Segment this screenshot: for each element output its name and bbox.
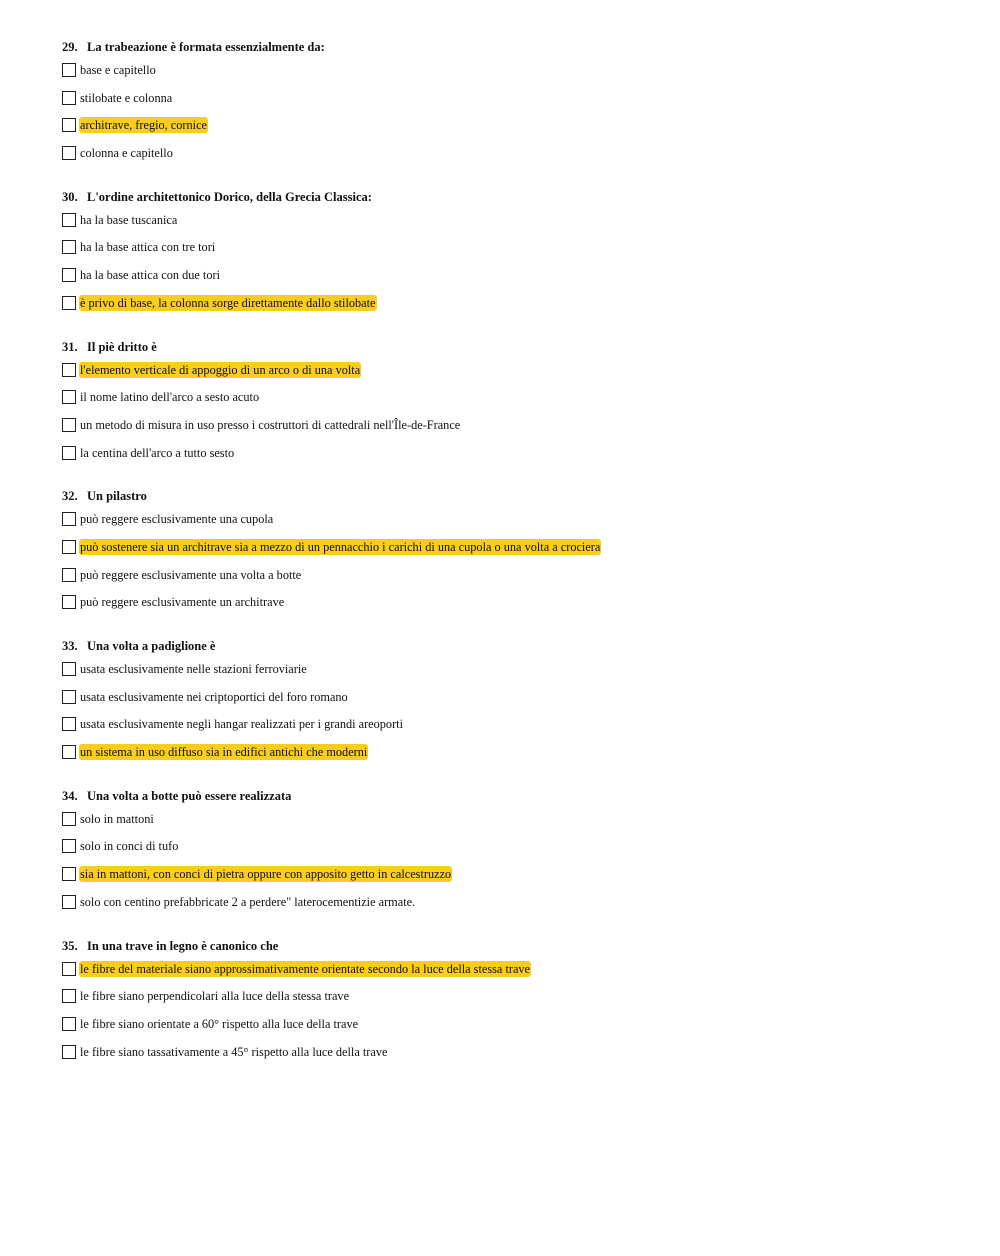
question-text: Un pilastro — [87, 489, 147, 504]
answer-option[interactable] — [62, 240, 962, 268]
answer-text: usata esclusivamente nei criptoportici del foro romano — [80, 689, 348, 704]
answer-text: usata esclusivamente negli hangar realizzati per i grandi areoporti — [80, 717, 403, 732]
highlighted-answer-text: sia in mattoni, con conci di pietra oppure con apposito getto in calcestruzzo — [80, 867, 452, 882]
checkbox-icon[interactable] — [62, 296, 76, 310]
answer-text: solo in conci di tufo — [80, 839, 179, 854]
checkbox-icon[interactable] — [62, 839, 76, 853]
checkbox-icon[interactable] — [62, 540, 76, 554]
answer-option[interactable] — [62, 895, 962, 923]
checkbox-icon[interactable] — [62, 1017, 76, 1031]
checkbox-icon[interactable] — [62, 1045, 76, 1059]
answer-text: ha la base attica con tre tori — [80, 240, 216, 255]
checkbox-icon[interactable] — [62, 745, 76, 759]
quiz-page — [62, 38, 962, 1086]
answer-option[interactable] — [62, 91, 962, 119]
answer-text: ha la base attica con due tori — [80, 268, 220, 283]
question-number: 35. — [62, 938, 78, 953]
highlighted-answer-text: può sostenere sia un architrave sia a mezzo di un pennacchio i carichi di una cupola o una volta a crociera — [80, 539, 601, 554]
answer-option[interactable] — [62, 867, 962, 895]
highlighted-answer-text: è privo di base, la colonna sorge direttamente dallo stilobate — [80, 295, 376, 310]
answer-option[interactable] — [62, 690, 962, 718]
answer-option[interactable] — [62, 662, 962, 690]
question-number: 34. — [62, 788, 78, 803]
question-title — [62, 787, 962, 806]
answer-text: solo con centino prefabbricate 2 a perdere" laterocementizie armate. — [80, 894, 416, 909]
question-number: 29. — [62, 40, 78, 54]
question-text: Il piè dritto è — [87, 339, 157, 354]
answer-option[interactable] — [62, 1045, 962, 1073]
question-title — [62, 338, 962, 357]
answer-option[interactable] — [62, 418, 962, 446]
answer-text: le fibre siano perpendicolari alla luce della stessa trave — [80, 989, 350, 1004]
answer-text: ha la base tuscanica — [80, 212, 178, 227]
answer-option[interactable] — [62, 540, 962, 568]
answer-text: un metodo di misura in uso presso i costruttori di cattedrali nell'Île-de-France — [80, 417, 461, 432]
checkbox-icon[interactable] — [62, 717, 76, 731]
answer-option[interactable] — [62, 512, 962, 540]
question-text: La trabeazione è formata essenzialmente da: — [87, 40, 325, 54]
checkbox-icon[interactable] — [62, 63, 76, 77]
question-title — [62, 38, 962, 57]
answer-option[interactable] — [62, 213, 962, 241]
checkbox-icon[interactable] — [62, 118, 76, 132]
answer-option[interactable] — [62, 989, 962, 1017]
answer-option[interactable] — [62, 839, 962, 867]
checkbox-icon[interactable] — [62, 390, 76, 404]
checkbox-icon[interactable] — [62, 363, 76, 377]
question-title — [62, 487, 962, 506]
answer-text: può reggere esclusivamente una volta a botte — [80, 567, 302, 582]
question-block — [62, 787, 962, 923]
checkbox-icon[interactable] — [62, 240, 76, 254]
answer-option[interactable] — [62, 118, 962, 146]
answer-text: le fibre siano tassativamente a 45° rispetto alla luce della trave — [80, 1044, 388, 1059]
checkbox-icon[interactable] — [62, 446, 76, 460]
answer-option[interactable] — [62, 63, 962, 91]
question-number: 30. — [62, 189, 78, 204]
highlighted-answer-text: le fibre del materiale siano approssimativamente orientate secondo la luce della stessa trave — [80, 961, 531, 976]
checkbox-icon[interactable] — [62, 895, 76, 909]
checkbox-icon[interactable] — [62, 146, 76, 160]
answer-option[interactable] — [62, 962, 962, 990]
answer-text: il nome latino dell'arco a sesto acuto — [80, 390, 260, 405]
question-block — [62, 188, 962, 324]
question-block — [62, 338, 962, 474]
checkbox-icon[interactable] — [62, 595, 76, 609]
question-block — [62, 38, 962, 174]
answer-text: usata esclusivamente nelle stazioni ferroviarie — [80, 662, 307, 676]
question-number: 32. — [62, 489, 78, 504]
checkbox-icon[interactable] — [62, 268, 76, 282]
answer-text: stilobate e colonna — [80, 90, 173, 105]
answer-option[interactable] — [62, 390, 962, 418]
answer-text: le fibre siano orientate a 60° rispetto alla luce della trave — [80, 1016, 359, 1031]
checkbox-icon[interactable] — [62, 213, 76, 227]
checkbox-icon[interactable] — [62, 418, 76, 432]
checkbox-icon[interactable] — [62, 91, 76, 105]
question-text: In una trave in legno è canonico che — [87, 938, 279, 953]
answer-option[interactable] — [62, 268, 962, 296]
checkbox-icon[interactable] — [62, 690, 76, 704]
question-block — [62, 487, 962, 623]
answer-text: la centina dell'arco a tutto sesto — [80, 445, 235, 460]
answer-option[interactable] — [62, 717, 962, 745]
checkbox-icon[interactable] — [62, 662, 76, 676]
answer-text: base e capitello — [80, 63, 156, 77]
answer-option[interactable] — [62, 146, 962, 174]
answer-option[interactable] — [62, 568, 962, 596]
answer-text: colonna e capitello — [80, 146, 173, 161]
question-text: Una volta a botte può essere realizzata — [87, 788, 292, 803]
checkbox-icon[interactable] — [62, 989, 76, 1003]
question-text: Una volta a padiglione è — [87, 639, 216, 653]
answer-option[interactable] — [62, 595, 962, 623]
question-text: L'ordine architettonico Dorico, della Grecia Classica: — [87, 189, 372, 204]
question-block — [62, 937, 962, 1073]
answer-option[interactable] — [62, 446, 962, 474]
checkbox-icon[interactable] — [62, 512, 76, 526]
answer-option[interactable] — [62, 812, 962, 840]
answer-text: solo in mattoni — [80, 811, 154, 826]
question-number: 31. — [62, 339, 78, 354]
checkbox-icon[interactable] — [62, 962, 76, 976]
highlighted-answer-text: un sistema in uso diffuso sia in edifici antichi che moderni — [80, 745, 368, 760]
answer-option[interactable] — [62, 363, 962, 391]
question-number: 33. — [62, 639, 78, 653]
answer-option[interactable] — [62, 1017, 962, 1045]
highlighted-answer-text: architrave, fregio, cornice — [80, 118, 207, 133]
question-title — [62, 188, 962, 207]
question-block — [62, 637, 962, 773]
checkbox-icon[interactable] — [62, 568, 76, 582]
answer-option[interactable] — [62, 296, 962, 324]
checkbox-icon[interactable] — [62, 812, 76, 826]
answer-option[interactable] — [62, 745, 962, 773]
highlighted-answer-text: l'elemento verticale di appoggio di un arco o di una volta — [80, 362, 361, 377]
answer-text: può reggere esclusivamente una cupola — [80, 512, 274, 527]
question-title — [62, 637, 962, 656]
checkbox-icon[interactable] — [62, 867, 76, 881]
answer-text: può reggere esclusivamente un architrave — [80, 595, 285, 610]
question-title — [62, 937, 962, 956]
